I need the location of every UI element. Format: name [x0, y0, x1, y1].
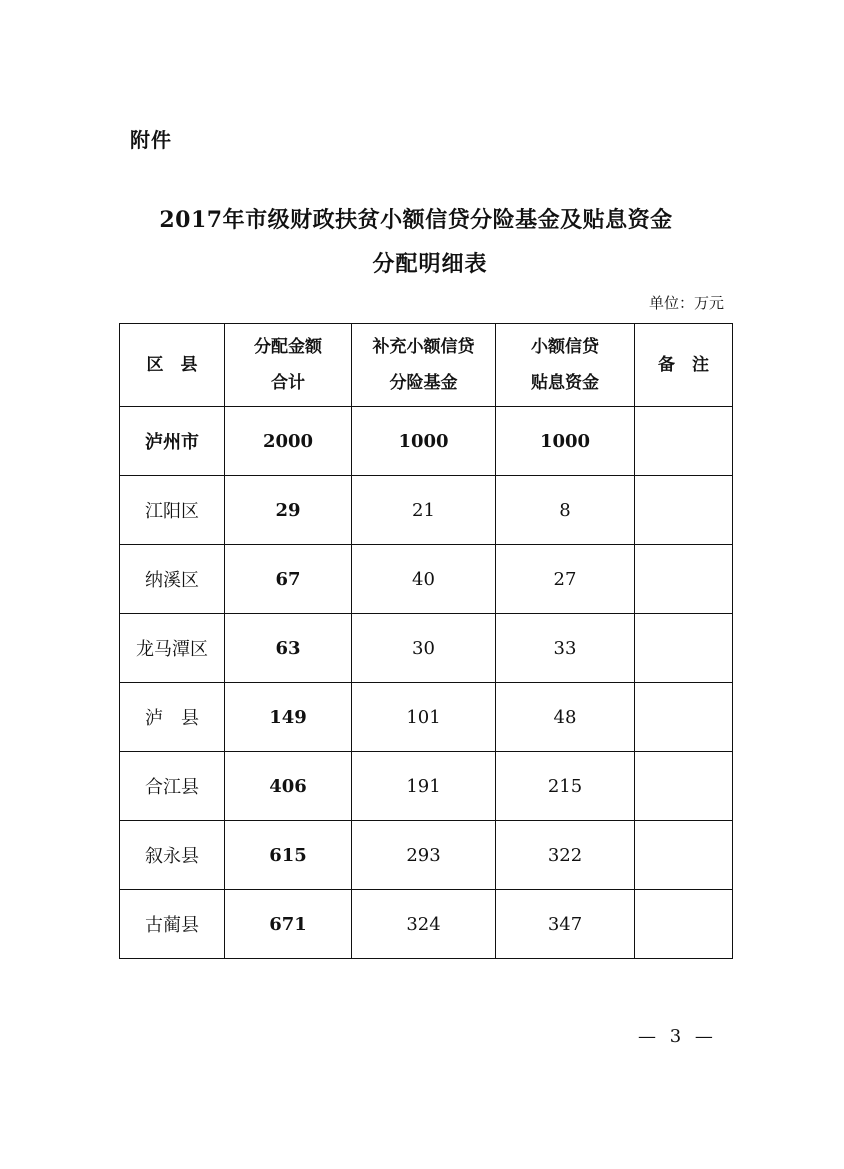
- table-row: [120, 476, 733, 545]
- cell-total: 63: [225, 614, 352, 683]
- cell-subsidy: 27: [496, 545, 635, 614]
- cell-fund: 30: [352, 614, 496, 683]
- cell-fund: 40: [352, 545, 496, 614]
- header-subsidy: 小额信贷 贴息资金: [496, 324, 635, 407]
- table-row: [120, 890, 733, 959]
- cell-remark: [635, 545, 733, 614]
- table-row: [120, 614, 733, 683]
- cell-region: 泸 县: [120, 683, 225, 752]
- cell-total: 615: [225, 821, 352, 890]
- cell-remark: [635, 614, 733, 683]
- cell-subsidy: 347: [496, 890, 635, 959]
- cell-region: 叙永县: [120, 821, 225, 890]
- table-row: [120, 545, 733, 614]
- header-region: 区 县: [120, 324, 225, 407]
- attachment-label: 附件: [130, 128, 172, 152]
- cell-subsidy: 48: [496, 683, 635, 752]
- unit-label: 单位：万元: [648, 294, 724, 312]
- allocation-table: [119, 323, 733, 959]
- header-total: 分配金额 合计: [225, 324, 352, 407]
- cell-remark: [635, 890, 733, 959]
- cell-region: 泸州市: [120, 407, 225, 476]
- cell-remark: [635, 752, 733, 821]
- cell-subsidy: 33: [496, 614, 635, 683]
- cell-remark: [635, 821, 733, 890]
- cell-region: 古蔺县: [120, 890, 225, 959]
- cell-total: 406: [225, 752, 352, 821]
- table-header-row: [120, 324, 733, 407]
- cell-subsidy: 1000: [496, 407, 635, 476]
- header-fund: 补充小额信贷 分险基金: [352, 324, 496, 407]
- header-remark: 备 注: [635, 324, 733, 407]
- cell-total: 671: [225, 890, 352, 959]
- cell-fund: 293: [352, 821, 496, 890]
- cell-fund: 1000: [352, 407, 496, 476]
- cell-region: 江阳区: [120, 476, 225, 545]
- document-title: 2017年市级财政扶贫小额信贷分险基金及贴息资金: [159, 207, 673, 233]
- cell-region: 纳溪区: [120, 545, 225, 614]
- cell-total: 2000: [225, 407, 352, 476]
- cell-total: 29: [225, 476, 352, 545]
- cell-remark: [635, 683, 733, 752]
- cell-fund: 21: [352, 476, 496, 545]
- cell-total: 67: [225, 545, 352, 614]
- document-subtitle: 分配明细表: [372, 251, 488, 277]
- cell-fund: 191: [352, 752, 496, 821]
- page-number: — 3 —: [638, 1026, 717, 1047]
- cell-region: 龙马潭区: [120, 614, 225, 683]
- cell-fund: 324: [352, 890, 496, 959]
- cell-remark: [635, 407, 733, 476]
- table-row: [120, 407, 733, 476]
- cell-subsidy: 322: [496, 821, 635, 890]
- cell-subsidy: 8: [496, 476, 635, 545]
- table-row: [120, 821, 733, 890]
- table-row: [120, 752, 733, 821]
- cell-total: 149: [225, 683, 352, 752]
- cell-fund: 101: [352, 683, 496, 752]
- table-row: [120, 683, 733, 752]
- cell-subsidy: 215: [496, 752, 635, 821]
- cell-region: 合江县: [120, 752, 225, 821]
- cell-remark: [635, 476, 733, 545]
